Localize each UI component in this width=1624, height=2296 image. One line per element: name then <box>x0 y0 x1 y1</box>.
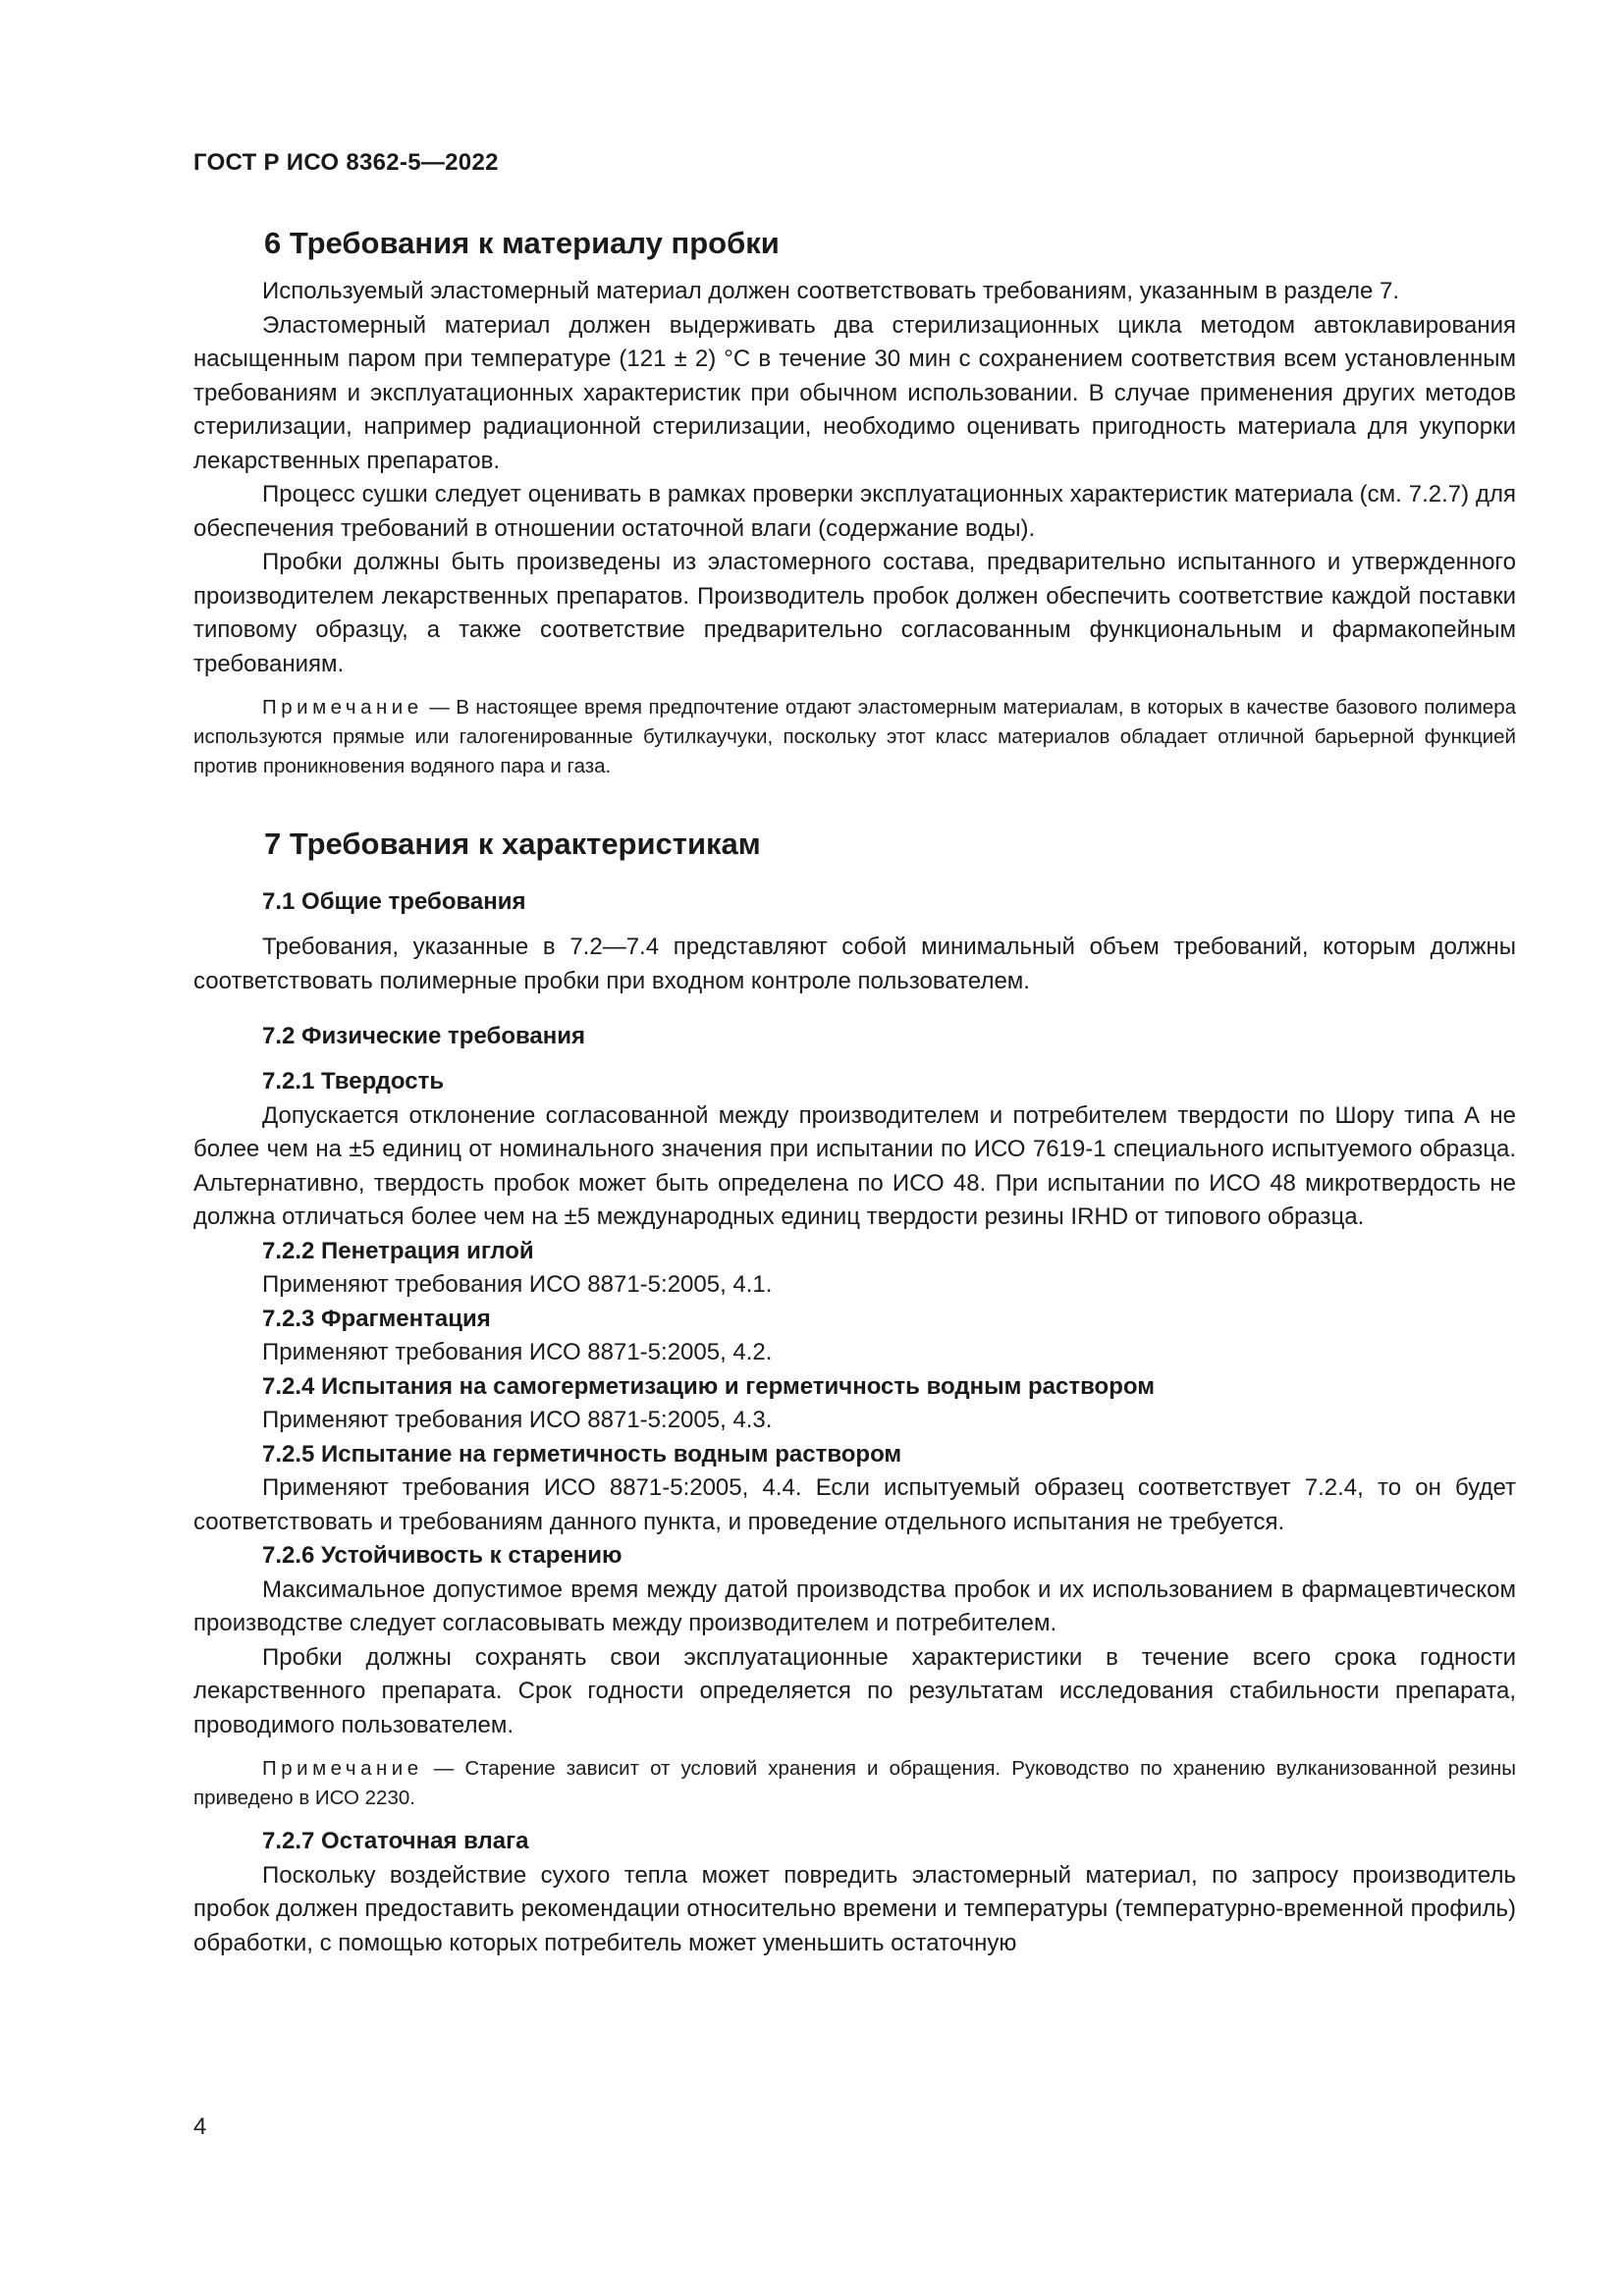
section-6-paragraph: Пробки должны быть произведены из эластомерного состава, предварительно испытанного и утвержденного производителем лекарственных препаратов. Производитель пробок должен обеспечить соответствие каждой поставки типовому образцу, а также соответствие предварительно согласованным функциональным и фармакопейным требованиям. <box>193 549 1516 677</box>
clause-7-2-3-title: 7.2.3 Фрагментация <box>262 1305 491 1332</box>
note-text: — Старение зависит от условий хранения и обращения. Руководство по хранению вулканизованной резины приведено в ИСО 2230. <box>193 1757 1516 1809</box>
section-6-note <box>193 693 1516 781</box>
clause-7-2-6-text: Максимальное допустимое время между датой производства пробок и их использованием в фармацевтическом производстве следует согласовывать между производителем и потребителем. <box>193 1575 1516 1636</box>
clause-7-2-2-title: 7.2.2 Пенетрация иглой <box>262 1237 534 1264</box>
subsection-7-2-title: 7.2 Физические требования <box>262 1023 586 1049</box>
section-6-title: 6 Требования к материалу пробки <box>264 226 780 260</box>
clause-7-2-6-note <box>193 1754 1516 1813</box>
clause-7-2-3-text: Применяют требования ИСО 8871-5:2005, 4.2. <box>262 1339 773 1365</box>
subsection-7-1-text: Требования, указанные в 7.2—7.4 представляют собой минимальный объем требований, которым должны соответствовать полимерные пробки при входном контроле пользователем. <box>193 934 1516 994</box>
subsection-7-1-title: 7.1 Общие требования <box>262 888 526 915</box>
clause-7-2-5-text: Применяют требования ИСО 8871-5:2005, 4.4. Если испытуемый образец соответствует 7.2.4, то он будет соответствовать и требованиям данного пункта, и проведение отдельного испытания не требуется. <box>193 1474 1516 1535</box>
clause-7-2-1-title: 7.2.1 Твердость <box>262 1068 445 1095</box>
note-label: Примечание <box>262 1757 423 1780</box>
clause-7-2-6-text: Пробки должны сохранять свои эксплуатационные характеристики в течение всего срока годности лекарственного препарата. Срок годности определяется по результатам исследования стабильности препарата, проводимого пользователем. <box>193 1643 1516 1738</box>
clause-7-2-1-text: Допускается отклонение согласованной между производителем и потребителем твердости по Шору типа А не более чем на ±5 единиц от номинального значения при испытании по ИСО 7619-1 специального испытуемого образца. Альтернативно, твердость пробок может быть определена по ИСО 48. При испытании по ИСО 48 микротвердость не должна отличаться более чем на ±5 международных единиц твердости резины IRHD от типового образца. <box>193 1101 1516 1230</box>
section-7-title: 7 Требования к характеристикам <box>264 827 761 861</box>
clause-7-2-4-title: 7.2.4 Испытания на самогерметизацию и герметичность водным раствором <box>262 1372 1155 1400</box>
section-6-paragraph: Используемый эластомерный материал должен соответствовать требованиям, указанным в разделе 7. <box>262 278 1400 304</box>
clause-7-2-2-text: Применяют требования ИСО 8871-5:2005, 4.1. <box>262 1271 773 1298</box>
clause-7-2-7-text: Поскольку воздействие сухого тепла может повредить эластомерный материал, по запросу производитель пробок должен предоставить рекомендации относительно времени и температуры (температурно-временной профиль) обработки, с помощью которых потребитель может уменьшить остаточную <box>193 1861 1516 1956</box>
section-6-paragraph: Процесс сушки следует оценивать в рамках проверки эксплуатационных характеристик материала (см. 7.2.7) для обеспечения требований в отношении остаточной влаги (содержание воды). <box>193 481 1516 542</box>
clause-7-2-7-title: 7.2.7 Остаточная влага <box>262 1828 529 1854</box>
page-number: 4 <box>193 2113 207 2140</box>
document-header: ГОСТ Р ИСО 8362-5—2022 <box>193 149 499 176</box>
note-text: — В настоящее время предпочтение отдают эластомерным материалам, в которых в качестве базового полимера используются прямые или галогенированные бутилкаучуки, поскольку этот класс материалов обладает отличной барьерной функцией против проникновения водяного пара и газа. <box>193 696 1516 777</box>
section-6-paragraph: Эластомерный материал должен выдерживать два стерилизационных цикла методом автоклавирования насыщенным паром при температуре (121 ± 2) °С в течение 30 мин с сохранением соответствия всем установленным требованиям и эксплуатационных характеристик при обычном использовании. В случае применения других методов стерилизации, например радиационной стерилизации, необходимо оценивать пригодность материала для укупорки лекарственных препаратов. <box>193 311 1516 474</box>
clause-7-2-4-text: Применяют требования ИСО 8871-5:2005, 4.3. <box>262 1407 773 1433</box>
note-label: Примечание <box>262 696 423 719</box>
clause-7-2-6-title: 7.2.6 Устойчивость к старению <box>262 1542 623 1569</box>
clause-7-2-5-title: 7.2.5 Испытание на герметичность водным раствором <box>262 1440 902 1468</box>
page-content <box>193 224 1516 1960</box>
